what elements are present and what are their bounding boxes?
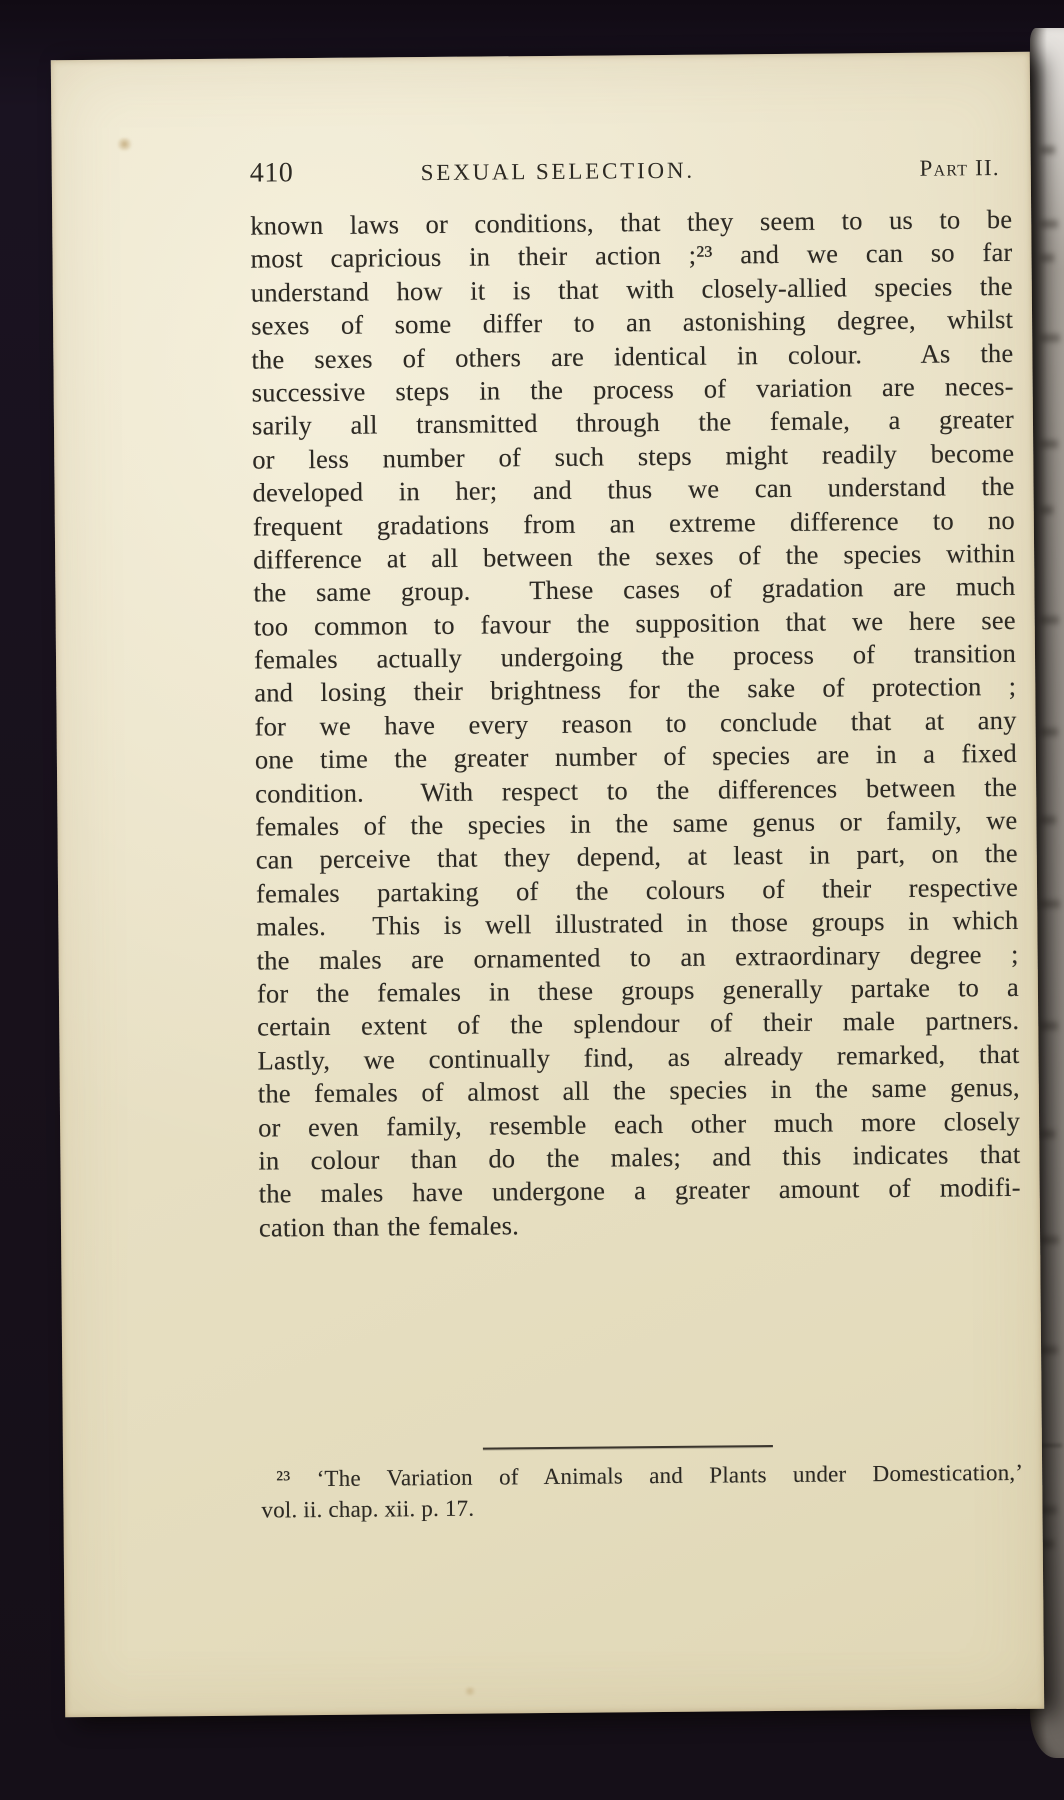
body-text-line: most capricious in their action ;²³ and we can so far [250, 237, 1013, 274]
book-page [51, 52, 1044, 1717]
footnote-line: vol. ii. chap. xii. p. 17. [261, 1495, 475, 1523]
body-text-line: males. This is well illustrated in those groups in which [256, 905, 1019, 942]
body-text-line: cation than the females. [258, 1209, 520, 1243]
bleed-through-text-mark [1040, 440, 1058, 448]
bleed-through-text-mark [1040, 1346, 1058, 1354]
bleed-through-text-mark [1040, 1022, 1058, 1030]
body-text-line: females of the species in the same genus or family, we [255, 804, 1018, 842]
footnote [261, 1458, 1024, 1526]
body-text-line: the males are ornamented to an extraordinary degree ; [256, 938, 1019, 976]
body-text-line: the males have undergone a greater amount of modifi- [258, 1172, 1021, 1209]
bleed-through-text-mark [1040, 900, 1060, 908]
body-text-line: the females of almost all the species in the same genus, [257, 1072, 1020, 1109]
body-text-line: females partaking of the colours of their respective [255, 871, 1019, 909]
body-text-line: sexes of some differ to an astonishing degree, whilst [250, 304, 1014, 341]
body-text-line: for we have every reason to conclude that at any [254, 704, 1017, 742]
body-text-line: or even family, resemble each other much more closely [257, 1105, 1021, 1143]
body-text-line: too common to favour the supposition that we here see [253, 604, 1016, 642]
running-title: SEXUAL SELECTION. [420, 157, 695, 186]
bleed-through-rule-mark [1040, 1444, 1062, 1447]
foxing-spot [115, 138, 133, 151]
bleed-through-text-mark [1040, 254, 1054, 262]
page-number: 410 [249, 157, 294, 189]
body-text-line: understand how it is that with closely-allied species the [250, 270, 1013, 308]
body-text-line: developed in her; and thus we can understand the [252, 471, 1015, 508]
footnote-divider [483, 1445, 773, 1450]
body-text-line: certain extent of the splendour of their male partners. [257, 1005, 1020, 1042]
bleed-through-text-mark [1040, 616, 1059, 624]
body-text-line: can perceive that they depend, at least in part, on the [255, 838, 1018, 875]
body-text-line: sarily all transmitted through the female, a greater [251, 404, 1015, 441]
part-label: Part II. [919, 155, 1000, 181]
body-paragraph [250, 203, 1021, 1245]
foxing-spot [463, 1687, 477, 1696]
body-text-line: and losing their brightness for the sake of protection ; [254, 671, 1017, 709]
body-text-line: frequent gradations from an extreme difference to no [252, 504, 1015, 542]
bleed-through-text-mark [1040, 146, 1055, 154]
bleed-through-text-mark [1040, 220, 1058, 228]
body-text-line: for the females in these groups generally partake to a [256, 971, 1020, 1009]
bleed-through-text-mark [1040, 1506, 1057, 1514]
body-text-line: successive steps in the process of variation are neces- [251, 370, 1014, 408]
body-text-line: Lastly, we continually find, as already remarked, that [257, 1038, 1020, 1076]
body-text-line: known laws or conditions, that they seem to us to be [250, 203, 1013, 241]
body-text-line: in colour than do the males; and this indicates that [258, 1138, 1021, 1176]
footnote-line: ²³ ‘The Variation of Animals and Plants under Domestication,’ [276, 1459, 1024, 1492]
page-header [250, 151, 1012, 194]
body-text-line: females actually undergoing the process of transition [253, 637, 1017, 675]
body-text-line: difference at all between the sexes of the species within [253, 537, 1016, 575]
body-text-line: one time the greater number of species are in a fixed [254, 738, 1018, 775]
body-text-line: or less number of such steps might readily become [252, 437, 1015, 475]
bleed-through-text-mark [1040, 816, 1056, 824]
bleed-through-text-mark [1040, 1236, 1059, 1244]
bleed-through-text-mark [1040, 728, 1058, 736]
body-text-line: condition. With respect to the differences between the [255, 771, 1018, 809]
bleed-through-text-mark [1040, 506, 1053, 514]
body-text-line: the same group. These cases of gradation are much [253, 571, 1016, 608]
body-text-line: the sexes of others are identical in colour. As the [251, 337, 1014, 375]
bleed-through-text-mark [1040, 1130, 1055, 1138]
bleed-through-text-mark [1040, 334, 1060, 342]
